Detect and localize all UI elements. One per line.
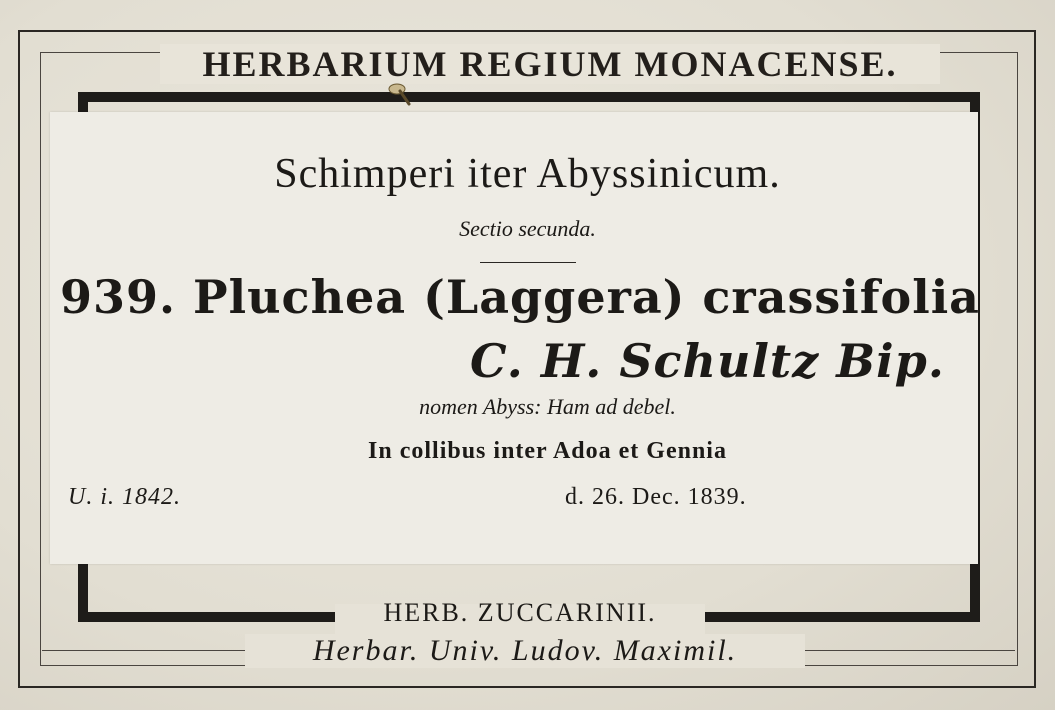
section-text: Sectio secunda. <box>459 216 596 241</box>
pin-icon <box>386 80 412 106</box>
species-name: 939. Pluchea (Laggera) crassifolia <box>60 270 980 324</box>
herbarium-source: HERB. ZUCCARINII. <box>383 598 657 627</box>
locality-text: In collibus inter Adoa et Gennia <box>368 438 727 464</box>
collection-title: Schimperi iter Abyssinicum. <box>274 151 781 197</box>
species-author: C. H. Schultz Bip. <box>470 334 945 388</box>
separator-rule <box>480 262 576 263</box>
institution-title: HERBARIUM REGIUM MONACENSE. <box>160 44 940 84</box>
date-left: U. i. 1842. <box>68 484 181 510</box>
footer-rule-right <box>805 650 1015 651</box>
university-herbarium: Herbar. Univ. Ludov. Maximil. <box>245 634 805 668</box>
footer-rule-left <box>42 650 247 651</box>
collection-date: d. 26. Dec. 1839. <box>565 484 747 510</box>
vernacular-name: nomen Abyss: Ham ad debel. <box>419 394 676 419</box>
